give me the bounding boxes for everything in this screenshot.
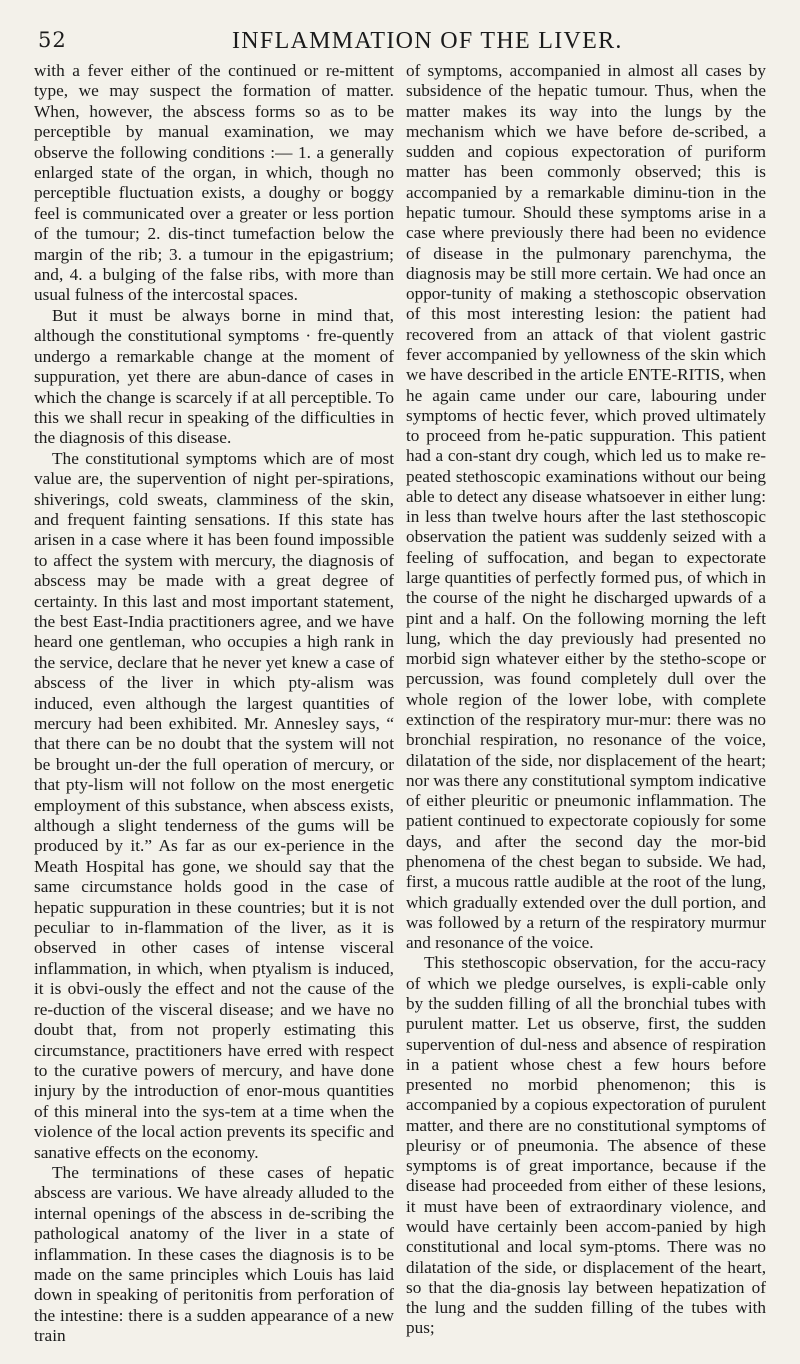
paragraph-right-2: This stethoscopic observation, for the accu-racy of which we pledge ourselves, is expli-cable only by the sudden filling of all the bronchial tubes with purulent matter. Let us observe, first, the sudden supervention of dul-ness and absence of respiration in a patient whose chest a few hours before presented no morbid phenomenon; this is accompanied by a copious expectoration of purulent matter, and there are no constitutional symptoms of pleurisy or of pneumonia. The absence of these symptoms is of great importance, because if the disease had proceeded from either of these lesions, it must have been of extraordinary violence, and would have certainly been accom-panied by high constitutional and local sym-ptoms. There was no dilatation of the side, or displacement of the heart, so that the dia-gnosis lay between hepatization of the lung and the sudden filling of the tubes with pus; <box>406 953 766 1338</box>
paragraph-left-2: But it must be always borne in mind that, although the constitutional symptoms · fre-quently undergo a remarkable change at the moment of suppuration, yet there are abun-dance of cases in which the change is scarcely if at all perceptible. To this we shall recur in speaking of the difficulties in the diagnosis of this disease. <box>34 305 394 448</box>
running-head <box>0 20 800 52</box>
right-column <box>406 61 766 1339</box>
paragraph-left-1: with a fever either of the continued or re-mittent type, we may suspect the formation of matter. When, however, the abscess forms so as to be perceptible by manual examination, we may observe the following conditions :— 1. a generally enlarged state of the organ, in which, though no perceptible fluctuation exists, a doughy or boggy feel is communicated over a greater or less portion of the tumour; 2. dis-tinct tumefaction below the margin of the rib; 3. a tumour in the epigastrium; and, 4. a bulging of the false ribs, with more than usual fulness of the intercostal spaces. <box>34 61 394 305</box>
left-column <box>34 61 394 1347</box>
paragraph-left-4: The terminations of these cases of hepatic abscess are various. We have already alluded to the internal openings of the abscess in de-scribing the pathological anatomy of the liver in a state of inflammation. In these cases the diagnosis is to be made on the same principles which Louis has laid down in speaking of peritonitis from perforation of the intestine: there is a sudden appearance of a new train <box>34 1162 394 1346</box>
paragraph-left-3: The constitutional symptoms which are of most value are, the supervention of night per-spirations, shiverings, cold sweats, clamminess of the skin, and frequent fainting sensations. If this state has arisen in a case where it has been found impossible to affect the system with mercury, the diagnosis of abscess may be made with a great degree of certainty. In this last and most important statement, the best East-India practitioners agree, and we have heard one gentleman, who occupies a high rank in the service, declare that he never yet knew a case of abscess of the liver in which pty-alism was induced, even although the largest quantities of mercury had been exhibited. Mr. Annesley says, “ that there can be no doubt that the system will not be brought un-der the full operation of mercury, or that pty-lism will not follow on the most energetic employment of this substance, when abscess exists, although a slight tenderness of the gums will be produced by it.” As far as our ex-perience in the Meath Hospital has gone, we should say that the same circumstance holds good in the case of hepatic suppuration in these countries; but it is not peculiar to in-flammation of the liver, as it is observed in other cases of intense visceral inflammation, in which, when ptyalism is induced, it is obvi-ously the effect and not the cause of the re-duction of the visceral disease; and we have no doubt that, from not properly estimating this circumstance, practitioners have erred with respect to the curative powers of mercury, and have done injury by the introduction of enor-mous quantities of this mineral into the sys-tem at a time when the violence of the local action prevents its specific and sanative effects on the economy. <box>34 448 394 1162</box>
paragraph-right-1: of symptoms, accompanied in almost all cases by subsidence of the hepatic tumour. Thus, when the matter makes its way into the lungs by the mechanism which we have before de-scribed, a sudden and copious expectoration of puriform matter has been commonly observed; this is accompanied by a remarkable diminu-tion in the hepatic tumour. Should these symptoms arise in a case where previously there had been no evidence of disease in the pulmonary parenchyma, the diagnosis may be still more certain. We had once an oppor-tunity of making a stethoscopic observation of this most interesting lesion: the patient had recovered from an attack of that violent gastric fever accompanied by yellowness of the skin which we have described in the article ENTE-RITIS, when he again came under our care, labouring under symptoms of hectic fever, which proved ultimately to proceed from he-patic suppuration. This patient had a con-stant dry cough, which led us to make re-peated stethoscopic examinations without our being able to detect any disease whatsoever in either lung: in less than twelve hours after the last stethoscopic observation the patient was suddenly seized with a feeling of suffocation, and began to expectorate large quantities of perfectly formed pus, of which in the course of the night he discharged upwards of a pint and a half. On the following morning the left lung, which the day previously had presented no morbid sign whatever either by the stetho-scope or percussion, was found completely dull over the whole region of the lower lobe, with complete extinction of the respiratory mur-mur: there was no bronchial respiration, no resonance of the voice, dilatation of the side, nor displacement of the heart; nor was there any constitutional symptom indicative of either pleuritic or pneumonic inflammation. The patient continued to expectorate copiously for some days, and after the second day the mor-bid phenomena of the chest began to subside. We had, first, a mucous rattle audible at the root of the lung, which gradually extended over the dull portion, and was followed by a return of the respiratory murmur and resonance of the voice. <box>406 61 766 953</box>
running-title: INFLAMMATION OF THE LIVER. <box>232 28 623 54</box>
page-number: 52 <box>38 28 67 52</box>
